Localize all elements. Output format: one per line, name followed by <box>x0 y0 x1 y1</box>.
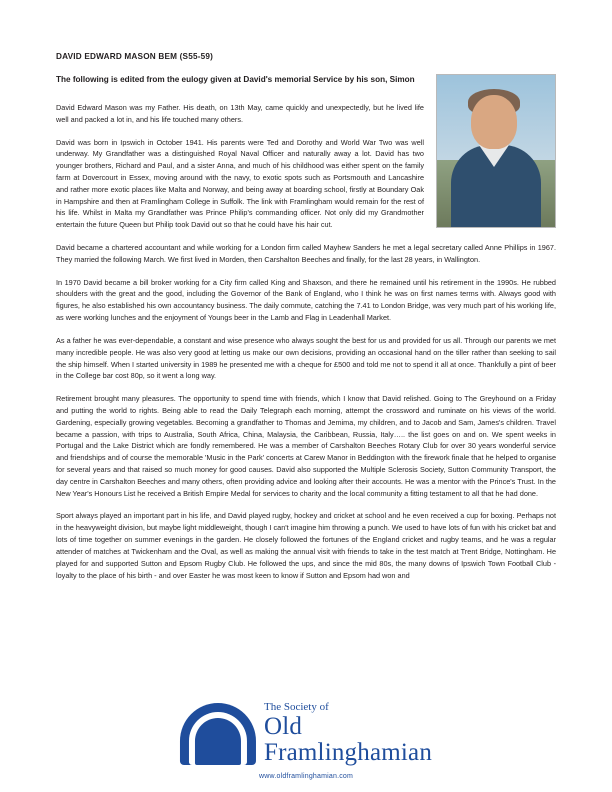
paragraph-2: David was born in Ipswich in October 1941. His parents were Ted and Dorothy and World War Two was well underway. My Grandfather was a distinguished Royal Naval Officer and naturally away a lot. David has two younger brothers, Richard and Paul, and a sister Anna, and much of his childhood was either spent on the family farm at Dovercourt in Essex, moving around with the navy, to exotic spots such as Portsmouth and Lancashire and rather more exotic places like Malta and Norway, and being away at boarding school, firstly at Boundary Oak in Hampshire and then at Framlingham College in Suffolk. The link with Framlingham would remain for the rest of his life. Whilst in Malta my Grandfather was Prince Philip's commanding officer. Not only did my Grandmother entertain the future Queen but Philip took David out so that he could have his hair cut. <box>56 137 424 230</box>
paragraph-1: David Edward Mason was my Father. His death, on 13th May, came quickly and unexpectedly, but he lived life well and packed a lot in, and his life touched many others. <box>56 102 424 124</box>
paragraph-5: As a father he was ever-dependable, a constant and wise presence who always sought the best for us and provided for us all. Through our parents we met many incredible people. He was also very good at letting us make our own decisions, providing an occasional hand on the tiller rather than seeking to sail the ship himself. When I started university in 1989 he presented me with a cheque for £500 and told me not to spend it all at once. Thankfully a pint of beer in the College bar cost 80p, so it went a long way. <box>56 335 556 381</box>
photo-person-head <box>471 95 517 149</box>
paragraph-7: Sport always played an important part in his life, and David played rugby, hockey and cricket at school and he even received a cup for boxing. Perhaps not in the heavyweight division, but maybe light middleweight, though I can't imagine him throwing a punch. We used to have lots of fun with his cricket bat and lots of time together on summer evenings in the garden. He closely followed the fortunes of the England cricket and rugby teams, and he was a regular attender of matches at Twickenham and the Oval, as well as making the annual visit with friends to take in the test match at Trent Bridge, Nottingham. He played for and supported Sutton and Epsom Rugby Club. He followed the ups, and since the mid 80s, the many downs of Ipswich Town Football Club - loyalty to the place of his birth - and over Easter he was most keen to know if Sutton and Epsom had won and <box>56 511 556 580</box>
paragraph-6: Retirement brought many pleasures. The opportunity to spend time with friends, which I know that David relished. Going to The Greyhound on a Friday and putting the world to rights. Being able to read the Daily Telegraph each morning, attempt the crossword and ruminate on his views of the world. Gardening, especially growing vegetables. Becoming a grandfather to Thomas and Jemima, my children, and to Jacob and Sam, James's children. Travel became a passion, with trips to Australia, South Africa, China, Malaysia, the Caribbean, Russia, Italy….. the list goes on and on. We spent weeks in Portugal and the Lake District which are fondly remembered. He was a member of Carshalton Beeches Rotary Club for over 30 years wonderful service and friendships and of course the memorable 'Music in the Park' concerts at Carew Manor in Beddington with the firework finale that he helped to organise for several years and that raised so much money for good causes. David also supported the Multiple Sclerosis Society, Sutton Community Transport, the day centre in Carshalton Beeches and many others, often providing advice and looking after their accounts. He was a mentor with the Prince's Trust. In the New Year's Honours List he received a British Empire Medal for services to charity and the local community a fitting testament to all that he had done. <box>56 394 556 498</box>
portrait-photo <box>436 74 556 228</box>
logo-line-1: The Society of <box>263 701 329 714</box>
logo-line-3: Framlinghamian <box>263 738 433 766</box>
logo-line-2: Old <box>263 712 303 740</box>
paragraph-4: In 1970 David became a bill broker working for a City firm called King and Shaxson, and there he remained until his retirement in the 1990s. He rubbed shoulders with the great and the good, including the Governor of the Bank of England, who I think he was on first names terms with. Always good with figures, he also established his own accountancy business. The daily commute, catching the 7.41 to London Bridge, was very much part of his working life, as were working lunches and the enjoyment of Youngs beer in the Lamb and Flag in Leadenhall Market. <box>56 277 556 323</box>
paragraph-3: David became a chartered accountant and while working for a London firm called Mayhew Sanders he met a legal secretary called Anne Phillips in 1967. They married the following March. We first lived in Morden, then Carshalton Beeches and finally, for the last 28 years, in Wallington. <box>56 243 556 264</box>
page-title: DAVID EDWARD MASON BEM (S55-59) <box>56 52 214 61</box>
page-footer <box>0 688 612 784</box>
society-logo <box>180 701 432 766</box>
logo-wordmark <box>264 701 432 766</box>
page-subtitle: The following is edited from the eulogy given at David's memorial Service by his son, Simon <box>56 75 415 84</box>
footer-url[interactable]: www.oldframlinghamian.com <box>258 773 354 780</box>
logo-shield-icon <box>180 703 256 765</box>
